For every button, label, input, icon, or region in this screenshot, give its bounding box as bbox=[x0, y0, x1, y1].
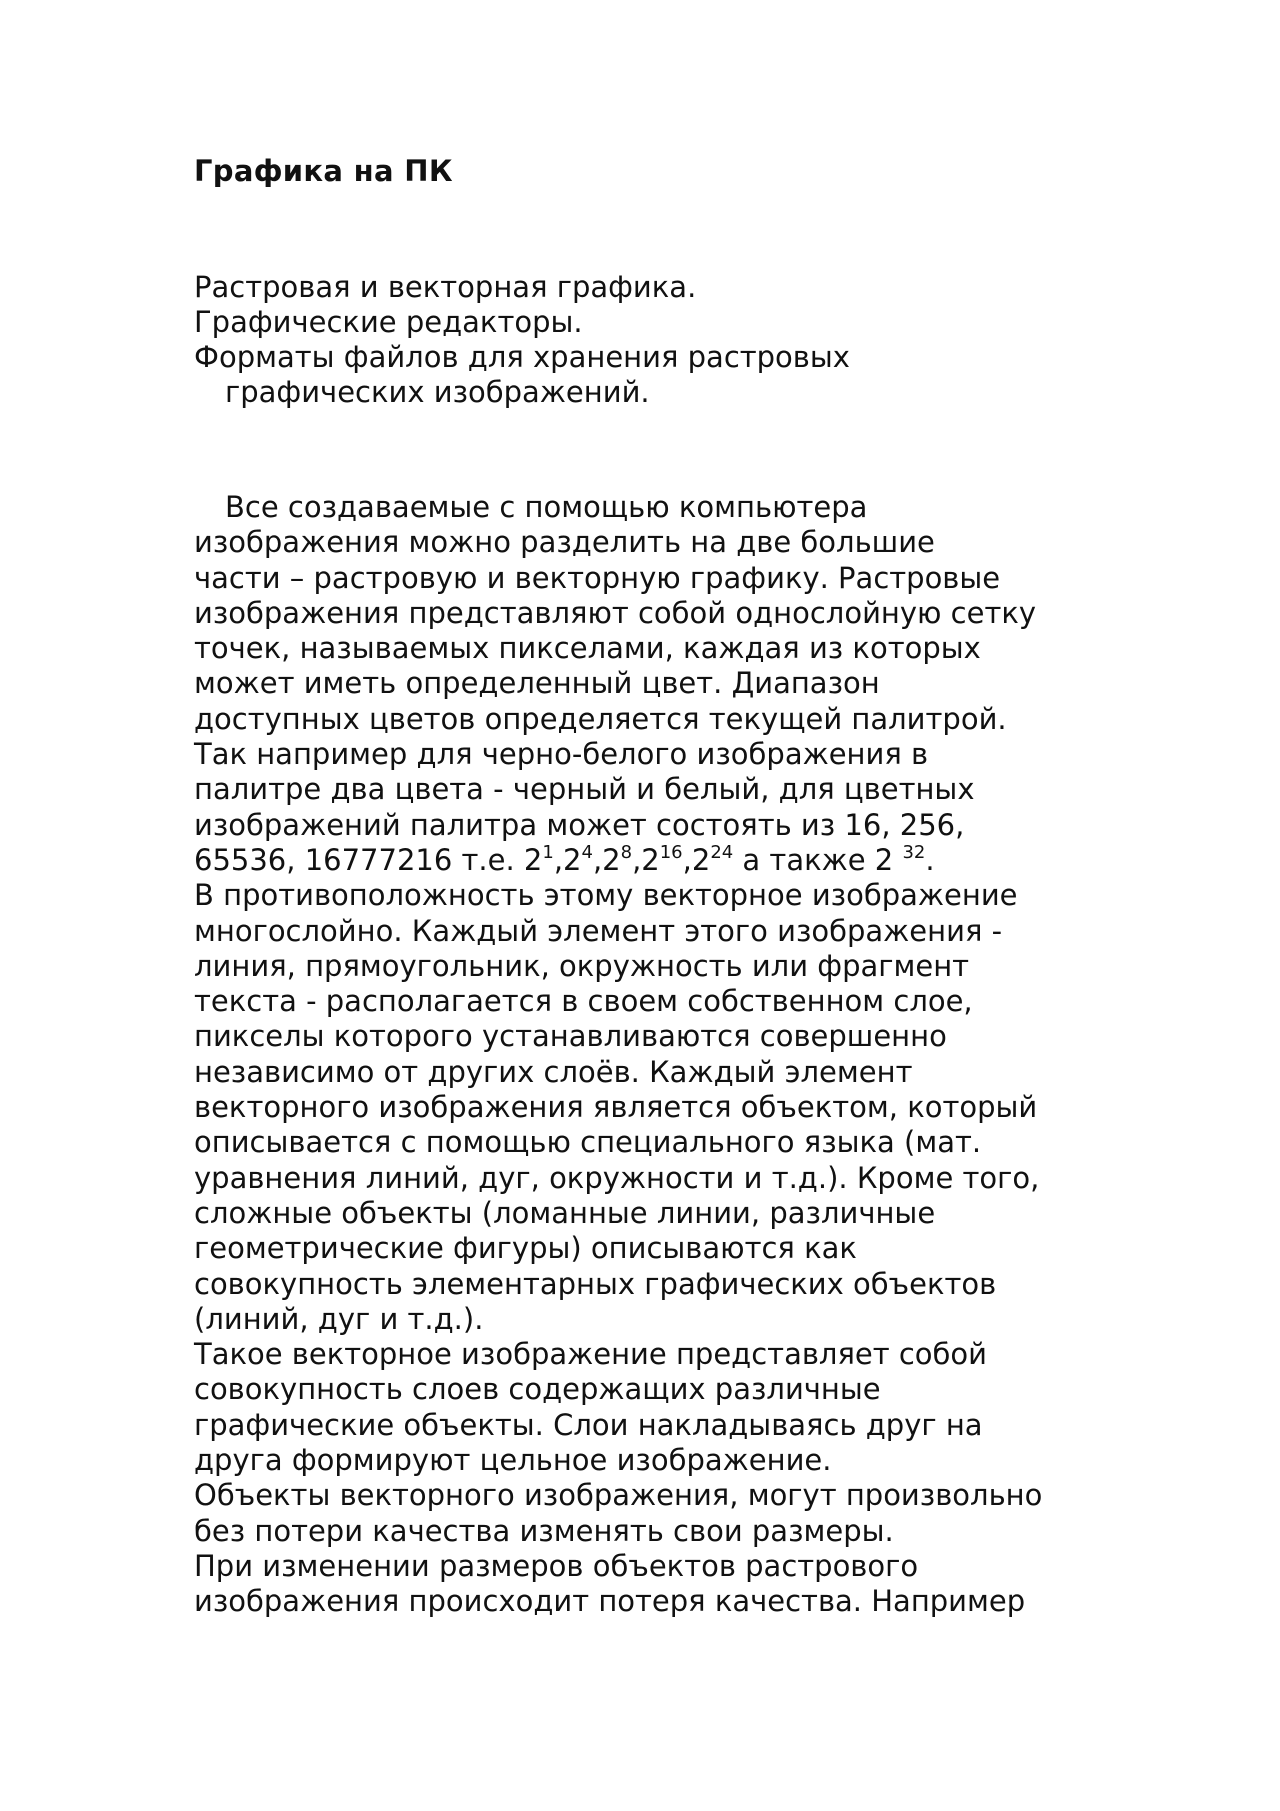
text-segment: а также 2 bbox=[733, 842, 903, 877]
text-line: изображения представляют собой однослойную сетку bbox=[194, 595, 1037, 630]
text-line: многослойно. Каждый элемент этого изображения - bbox=[194, 913, 1003, 948]
topic-line: графических изображений. bbox=[225, 375, 650, 409]
topic-line: Форматы файлов для хранения растровых bbox=[194, 340, 850, 374]
text-line: без потери качества изменять свои размеры. bbox=[194, 1513, 894, 1548]
text-line: При изменении размеров объектов растрового bbox=[194, 1548, 919, 1583]
text-line: уравнения линий, дуг, окружности и т.д.). Кроме того, bbox=[194, 1160, 1040, 1195]
text-segment: ,2 bbox=[553, 842, 582, 877]
superscript-exponent: 32 bbox=[902, 842, 926, 864]
text-segment: ,2 bbox=[592, 842, 621, 877]
page-title: Графика на ПК bbox=[194, 154, 453, 188]
text-line: (линий, дуг и т.д.). bbox=[194, 1301, 484, 1336]
text-line: совокупность слоев содержащих различные bbox=[194, 1372, 881, 1407]
text-line: Все создаваемые с помощью компьютера bbox=[225, 490, 868, 524]
text-line: Так например для черно-белого изображения в bbox=[194, 737, 929, 772]
text-line: описывается с помощью специального языка (мат. bbox=[194, 1125, 982, 1160]
text-line: пикселы которого устанавливаются совершенно bbox=[194, 1019, 947, 1054]
text-line: текста - располагается в своем собственном слое, bbox=[194, 984, 973, 1019]
text-line: изображения можно разделить на две большие bbox=[194, 525, 935, 560]
text-line: изображения происходит потеря качества. Например bbox=[194, 1584, 1026, 1619]
text-line: линия, прямоугольник, окружность или фрагмент bbox=[194, 948, 970, 983]
text-line: Такое векторное изображение представляет собой bbox=[194, 1337, 988, 1372]
text-line: геометрические фигуры) описываются как bbox=[194, 1231, 857, 1266]
superscript-exponent: 4 bbox=[581, 842, 593, 864]
superscript-exponent: 1 bbox=[542, 842, 554, 864]
superscript-exponent: 16 bbox=[659, 842, 683, 864]
text-line: сложные объекты (ломанные линии, различные bbox=[194, 1195, 936, 1230]
topic-line: Графические редакторы. bbox=[194, 305, 583, 339]
text-line: векторного изображения является объектом, который bbox=[194, 1090, 1038, 1125]
text-line: точек, называемых пикселами, каждая из которых bbox=[194, 631, 981, 666]
text-line: части – растровую и векторную графику. Растровые bbox=[194, 560, 1001, 595]
text-line: друга формируют цельное изображение. bbox=[194, 1443, 832, 1478]
text-line: доступных цветов определяется текущей палитрой. bbox=[194, 701, 1007, 736]
text-line: графические объекты. Слои накладываясь друг на bbox=[194, 1407, 983, 1442]
text-line: В противоположность этому векторное изображение bbox=[194, 878, 1018, 913]
text-segment: ,2 bbox=[632, 842, 660, 877]
superscript-exponent: 24 bbox=[710, 842, 734, 864]
text-line bbox=[194, 843, 1194, 878]
topic-list bbox=[194, 270, 1194, 410]
text-line: совокупность элементарных графических объектов bbox=[194, 1266, 997, 1301]
body-text bbox=[194, 490, 1194, 1620]
text-line: может иметь определенный цвет. Диапазон bbox=[194, 666, 880, 701]
text-line: независимо от других слоёв. Каждый элемент bbox=[194, 1054, 913, 1089]
text-segment: . bbox=[925, 842, 935, 877]
text-segment: ,2 bbox=[682, 842, 711, 877]
text-line: Объекты векторного изображения, могут произвольно bbox=[194, 1478, 1043, 1513]
topic-line: Растровая и векторная графика. bbox=[194, 270, 697, 304]
text-segment: 65536, 16777216 т.е. 2 bbox=[194, 842, 543, 877]
superscript-exponent: 8 bbox=[620, 842, 633, 864]
text-line: палитре два цвета - черный и белый, для цветных bbox=[194, 772, 975, 807]
text-line: изображений палитра может состоять из 16, 256, bbox=[194, 807, 965, 842]
